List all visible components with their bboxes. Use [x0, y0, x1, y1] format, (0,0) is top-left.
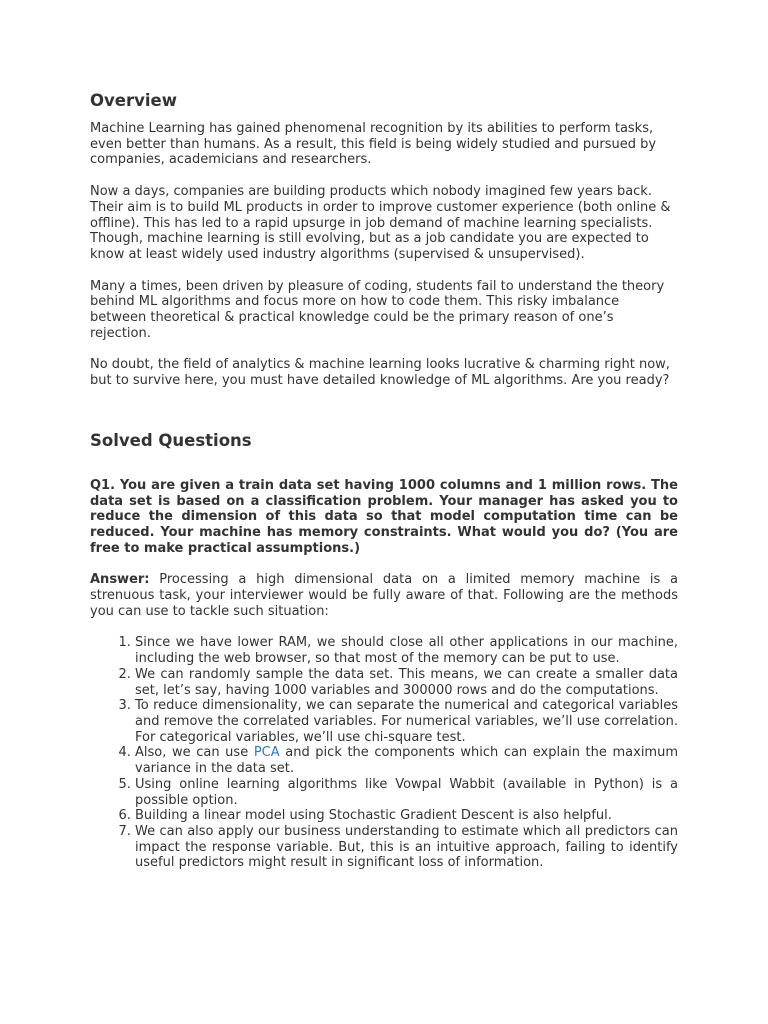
answer-1	[90, 572, 678, 619]
list-item: 2. We can randomly sample the data set. This means, we can create a smaller data set, let’s say, having 1000 variables and 300000 rows and do the computations.	[135, 667, 678, 698]
list-item: 3. To reduce dimensionality, we can separate the numerical and categorical variables and remove the correlated variables. For numerical variables, we’ll use correlation. For categorical variables, we’ll use chi-square test.	[135, 698, 678, 745]
overview-paragraph-2: Now a days, companies are building products which nobody imagined few years back. Their aim is to build ML products in order to improve customer experience (both online & offline). This has led to a rapid upsurge in job demand of machine learning specialists. Though, machine learning is still evolving, but as a job candidate you are expected to know at least widely used industry algorithms (supervised & unsupervised).	[90, 184, 671, 262]
list-item: 7. We can also apply our business understanding to estimate which all predictors can impact the response variable. But, this is an intuitive approach, failing to identify useful predictors might result in significant loss of information.	[135, 824, 678, 871]
overview-paragraph-3: Many a times, been driven by pleasure of coding, students fail to understand the theory behind ML algorithms and focus more on how to code them. This risky imbalance between theoretical & practical knowledge could be the primary reason of one’s rejection.	[90, 278, 665, 341]
list-item: 5. Using online learning algorithms like Vowpal Wabbit (available in Python) is a possible option.	[135, 777, 678, 808]
overview-paragraph-4: No doubt, the field of analytics & machine learning looks lucrative & charming right now, but to survive here, you must have detailed knowledge of ML algorithms. Are you ready?	[90, 357, 670, 389]
methods-list	[90, 635, 678, 871]
list-item-text-before: Also, we can use	[135, 745, 254, 761]
list-item: 1. Since we have lower RAM, we should close all other applications in our machine, including the web browser, so that most of the memory can be put to use.	[135, 635, 678, 666]
list-item: 6. Building a linear model using Stochastic Gradient Descent is also helpful.	[135, 808, 678, 824]
list-item-text-after: and pick the components which can explain the maximum variance in the data set.	[135, 745, 678, 777]
answer-label: Answer:	[90, 572, 150, 588]
answer-text: Processing a high dimensional data on a limited memory machine is a strenuous task, your interviewer would be fully aware of that. Following are the methods you can use to tackle such situation:	[90, 572, 678, 619]
pca-link[interactable]: PCA	[253, 745, 280, 761]
list-item	[135, 745, 678, 776]
overview-heading: Overview	[90, 91, 177, 110]
document-page	[90, 90, 678, 871]
overview-paragraph-1: Machine Learning has gained phenomenal recognition by its abilities to perform tasks, even better than humans. As a result, this field is being widely studied and pursued by companies, academicians and researchers.	[90, 121, 657, 168]
solved-questions-heading: Solved Questions	[90, 430, 252, 450]
question-1: Q1. You are given a train data set having 1000 columns and 1 million rows. The data set is based on a classification problem. Your manager has asked you to reduce the dimension of this data so that model computation time can be reduced. Your machine has memory constraints. What would you do? (You are free to make practical assumptions.)	[90, 477, 678, 556]
